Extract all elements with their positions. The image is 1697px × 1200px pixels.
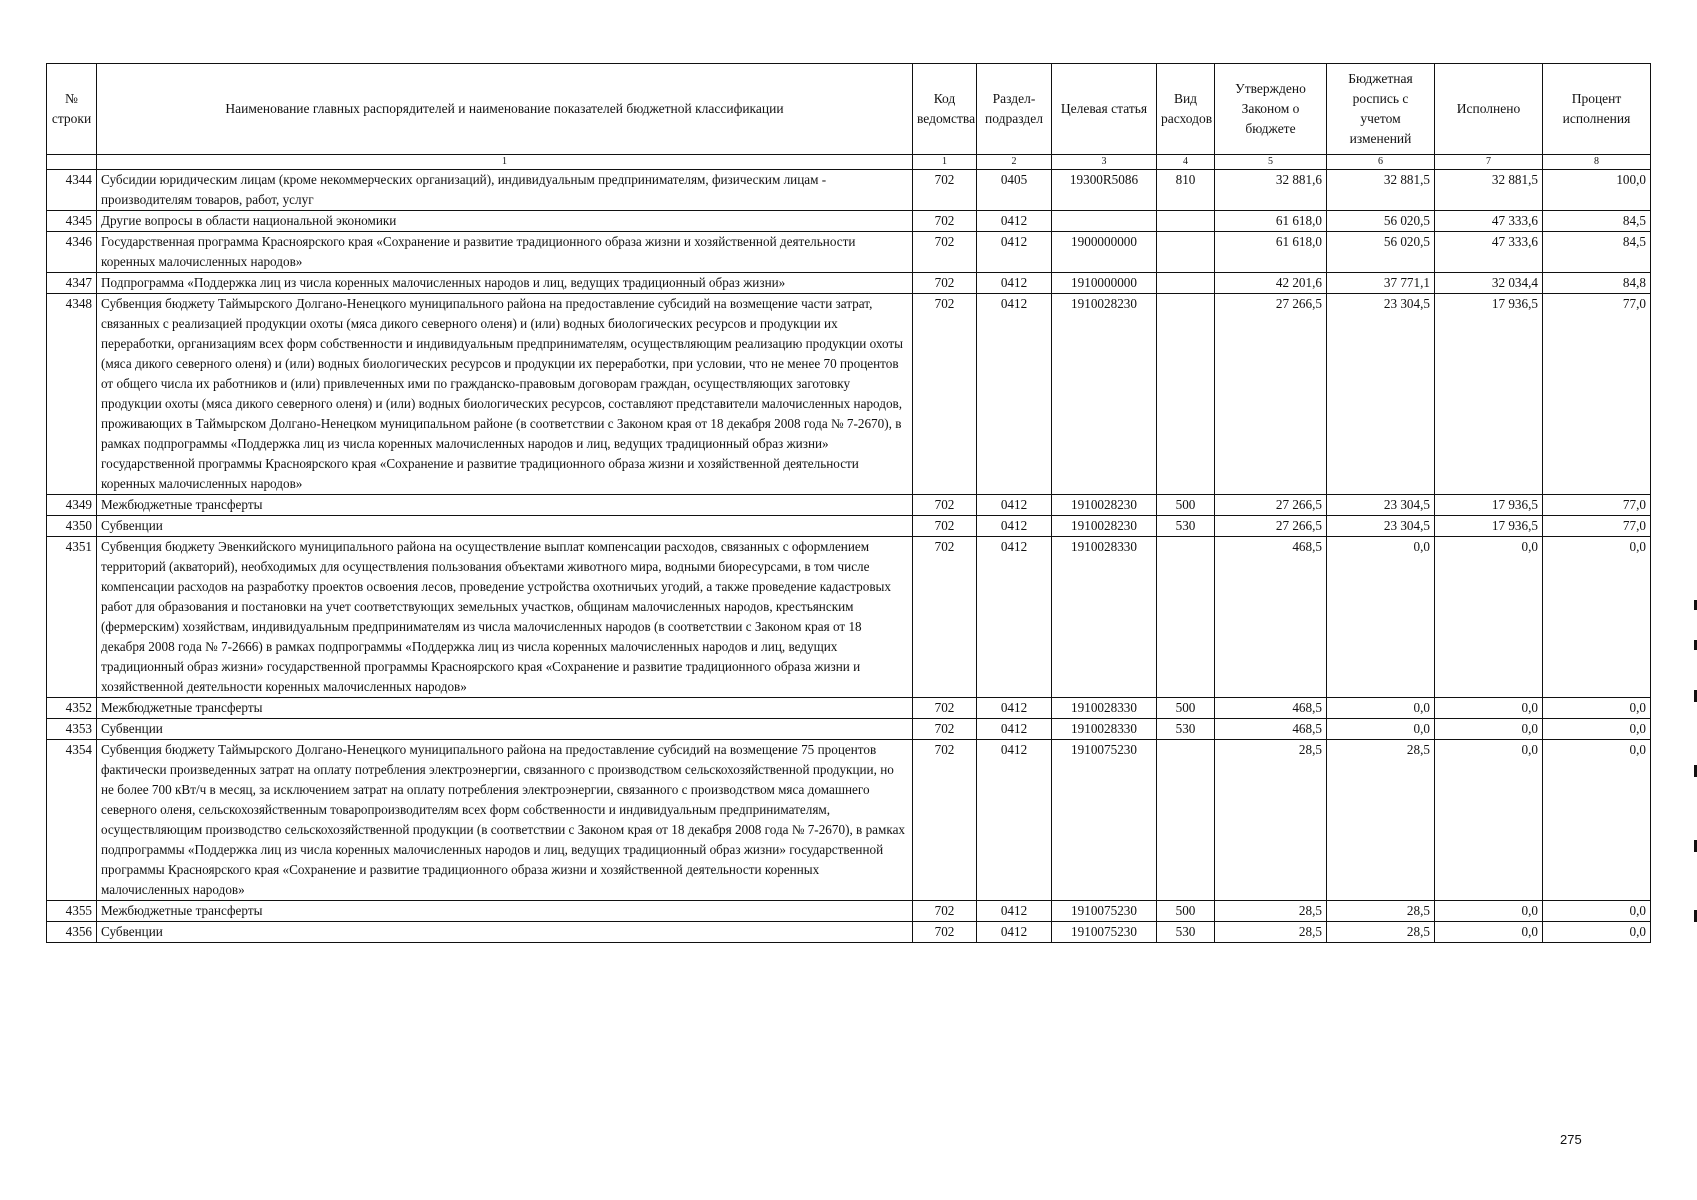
department-code: 702 <box>913 273 977 294</box>
scheduled-amount: 56 020,5 <box>1327 232 1435 273</box>
execution-percent: 84,5 <box>1543 232 1651 273</box>
row-number: 4344 <box>47 170 97 211</box>
row-number: 4350 <box>47 516 97 537</box>
approved-amount: 28,5 <box>1215 740 1327 901</box>
header-executed: Исполнено <box>1435 64 1543 155</box>
executed-amount: 0,0 <box>1435 698 1543 719</box>
execution-percent: 77,0 <box>1543 495 1651 516</box>
row-name: Субвенции <box>97 922 913 943</box>
table-row <box>47 537 1651 698</box>
row-number: 4354 <box>47 740 97 901</box>
row-number: 4351 <box>47 537 97 698</box>
scheduled-amount: 28,5 <box>1327 922 1435 943</box>
row-number: 4345 <box>47 211 97 232</box>
approved-amount: 27 266,5 <box>1215 495 1327 516</box>
column-number: 1 <box>913 155 977 170</box>
approved-amount: 468,5 <box>1215 698 1327 719</box>
section-code: 0412 <box>977 273 1052 294</box>
target-article: 1910028330 <box>1052 537 1157 698</box>
row-number: 4348 <box>47 294 97 495</box>
table-row <box>47 273 1651 294</box>
department-code: 702 <box>913 740 977 901</box>
expense-type: 500 <box>1157 495 1215 516</box>
budget-execution-table <box>46 63 1651 943</box>
expense-type <box>1157 537 1215 698</box>
execution-percent: 0,0 <box>1543 922 1651 943</box>
executed-amount: 0,0 <box>1435 537 1543 698</box>
executed-amount: 47 333,6 <box>1435 211 1543 232</box>
column-number: 6 <box>1327 155 1435 170</box>
row-name: Субвенция бюджету Эвенкийского муниципального района на осуществление выплат компенсации расходов, связанных с оформлением территорий (акваторий), необходимых для осуществления пользования объектами животного мира, водными биоресурсами, в том числе компенсации расходов на разработку проектов освоения лесов, проведение устройства охотничьих угодий, а также проведение кадастровых работ для образования и постановки на учет соответствующих земельных участков, общинам малочисленных народов, крестьянским (фермерским) хозяйствам, индивидуальным предпринимателям из числа малочисленных народов (в соответствии с Законом края от 18 декабря 2008 года № 7-2666) в рамках подпрограммы «Поддержка лиц из числа коренных малочисленных народов и лиц, ведущих традиционный образ жизни» государственной программы Красноярского края «Сохранение и развитие традиционного образа жизни и хозяйственной деятельности коренных малочисленных народов» <box>97 537 913 698</box>
approved-amount: 42 201,6 <box>1215 273 1327 294</box>
execution-percent: 84,5 <box>1543 211 1651 232</box>
scheduled-amount: 0,0 <box>1327 698 1435 719</box>
table-row <box>47 170 1651 211</box>
department-code: 702 <box>913 901 977 922</box>
target-article <box>1052 211 1157 232</box>
column-number: 2 <box>977 155 1052 170</box>
target-article: 1910075230 <box>1052 740 1157 901</box>
execution-percent: 0,0 <box>1543 901 1651 922</box>
approved-amount: 61 618,0 <box>1215 232 1327 273</box>
expense-type: 810 <box>1157 170 1215 211</box>
scheduled-amount: 23 304,5 <box>1327 294 1435 495</box>
department-code: 702 <box>913 495 977 516</box>
expense-type <box>1157 211 1215 232</box>
table-row <box>47 901 1651 922</box>
execution-percent: 77,0 <box>1543 294 1651 495</box>
approved-amount: 28,5 <box>1215 901 1327 922</box>
scheduled-amount: 32 881,5 <box>1327 170 1435 211</box>
target-article: 1910028230 <box>1052 294 1157 495</box>
section-code: 0412 <box>977 516 1052 537</box>
header-department-code: Код ведомства <box>913 64 977 155</box>
header-section: Раздел-подраздел <box>977 64 1052 155</box>
executed-amount: 0,0 <box>1435 740 1543 901</box>
section-code: 0412 <box>977 901 1052 922</box>
expense-type: 500 <box>1157 901 1215 922</box>
header-target-article: Целевая статья <box>1052 64 1157 155</box>
expense-type: 530 <box>1157 922 1215 943</box>
column-number-row <box>47 155 1651 170</box>
row-name: Межбюджетные трансферты <box>97 901 913 922</box>
department-code: 702 <box>913 294 977 495</box>
executed-amount: 17 936,5 <box>1435 495 1543 516</box>
department-code: 702 <box>913 170 977 211</box>
column-number: 4 <box>1157 155 1215 170</box>
execution-percent: 0,0 <box>1543 537 1651 698</box>
header-approved: Утверждено Законом о бюджете <box>1215 64 1327 155</box>
expense-type: 530 <box>1157 719 1215 740</box>
approved-amount: 27 266,5 <box>1215 516 1327 537</box>
scheduled-amount: 23 304,5 <box>1327 495 1435 516</box>
department-code: 702 <box>913 698 977 719</box>
section-code: 0412 <box>977 294 1052 495</box>
row-number: 4352 <box>47 698 97 719</box>
department-code: 702 <box>913 232 977 273</box>
executed-amount: 17 936,5 <box>1435 516 1543 537</box>
table-row <box>47 211 1651 232</box>
scheduled-amount: 37 771,1 <box>1327 273 1435 294</box>
table-row <box>47 232 1651 273</box>
header-budget-schedule: Бюджетная роспись с учетом изменений <box>1327 64 1435 155</box>
target-article: 1910000000 <box>1052 273 1157 294</box>
scheduled-amount: 28,5 <box>1327 740 1435 901</box>
approved-amount: 468,5 <box>1215 537 1327 698</box>
header-name: Наименование главных распорядителей и наименование показателей бюджетной классификации <box>97 64 913 155</box>
expense-type <box>1157 232 1215 273</box>
execution-percent: 84,8 <box>1543 273 1651 294</box>
scheduled-amount: 23 304,5 <box>1327 516 1435 537</box>
section-code: 0412 <box>977 537 1052 698</box>
row-number: 4356 <box>47 922 97 943</box>
target-article: 1910028230 <box>1052 495 1157 516</box>
table-row <box>47 294 1651 495</box>
approved-amount: 28,5 <box>1215 922 1327 943</box>
row-name: Другие вопросы в области национальной экономики <box>97 211 913 232</box>
expense-type: 500 <box>1157 698 1215 719</box>
section-code: 0412 <box>977 211 1052 232</box>
target-article: 19300R5086 <box>1052 170 1157 211</box>
execution-percent: 77,0 <box>1543 516 1651 537</box>
row-name: Субвенция бюджету Таймырского Долгано-Ненецкого муниципального района на предоставление субсидий на возмещение 75 процентов фактически произведенных затрат на оплату потребления электроэнергии, связанного с производством сельскохозяйственной продукции, но не более 700 кВт/ч в месяц, за исключением затрат на оплату потребления электроэнергии, связанного с производством мяса домашнего северного оленя, сельскохозяйственным товаропроизводителям всех форм собственности и индивидуальным предпринимателям, осуществляющим производство сельскохозяйственной продукции (в соответствии с Законом края от 18 декабря 2008 года № 7-2670), в рамках подпрограммы «Поддержка лиц из числа коренных малочисленных народов и лиц, ведущих традиционный образ жизни» государственной программы Красноярского края «Сохранение и развитие традиционного образа жизни и хозяйственной деятельности коренных малочисленных народов» <box>97 740 913 901</box>
execution-percent: 0,0 <box>1543 698 1651 719</box>
expense-type <box>1157 740 1215 901</box>
department-code: 702 <box>913 719 977 740</box>
approved-amount: 61 618,0 <box>1215 211 1327 232</box>
row-name: Субвенция бюджету Таймырского Долгано-Ненецкого муниципального района на предоставление субсидий на возмещение части затрат, связанных с реализацией продукции охоты (мяса дикого северного оленя) и (или) водных биологических ресурсов и продукции их переработки, организациям всех форм собственности и индивидуальным предпринимателям, осуществляющим реализацию продукции охоты (мяса дикого северного оленя) и (или) водных биологических ресурсов и продукции их переработки, при условии, что не менее 70 процентов от общего числа их работников и (или) привлеченных ими по гражданско-правовым договорам граждан, осуществляющих заготовку продукции охоты (мяса дикого северного оленя) и (или) водных биологических ресурсов, составляют представители малочисленных народов, проживающих в Таймырском Долгано-Ненецком муниципальном районе (в соответствии с Законом края от 18 декабря 2008 года № 7-2670), в рамках подпрограммы «Поддержка лиц из числа коренных малочисленных народов и лиц, ведущих традиционный образ жизни» государственной программы Красноярского края «Сохранение и развитие традиционного образа жизни и хозяйственной деятельности коренных малочисленных народов» <box>97 294 913 495</box>
header-percent: Процент исполнения <box>1543 64 1651 155</box>
column-number: 3 <box>1052 155 1157 170</box>
execution-percent: 0,0 <box>1543 740 1651 901</box>
table-row <box>47 740 1651 901</box>
column-number <box>47 155 97 170</box>
section-code: 0412 <box>977 232 1052 273</box>
row-name: Субсидии юридическим лицам (кроме некоммерческих организаций), индивидуальным предпринимателям, физическим лицам - производителям товаров, работ, услуг <box>97 170 913 211</box>
target-article: 1910028230 <box>1052 516 1157 537</box>
row-name: Подпрограмма «Поддержка лиц из числа коренных малочисленных народов и лиц, ведущих традиционный образ жизни» <box>97 273 913 294</box>
column-number: 7 <box>1435 155 1543 170</box>
target-article: 1910075230 <box>1052 922 1157 943</box>
row-number: 4349 <box>47 495 97 516</box>
expense-type: 530 <box>1157 516 1215 537</box>
column-number: 5 <box>1215 155 1327 170</box>
expense-type <box>1157 294 1215 495</box>
table-row <box>47 922 1651 943</box>
row-name: Межбюджетные трансферты <box>97 698 913 719</box>
table-row <box>47 516 1651 537</box>
expense-type <box>1157 273 1215 294</box>
column-number: 8 <box>1543 155 1651 170</box>
section-code: 0412 <box>977 495 1052 516</box>
scheduled-amount: 0,0 <box>1327 537 1435 698</box>
executed-amount: 0,0 <box>1435 719 1543 740</box>
execution-percent: 0,0 <box>1543 719 1651 740</box>
table-row <box>47 698 1651 719</box>
department-code: 702 <box>913 211 977 232</box>
section-code: 0412 <box>977 719 1052 740</box>
scheduled-amount: 28,5 <box>1327 901 1435 922</box>
row-number: 4346 <box>47 232 97 273</box>
executed-amount: 47 333,6 <box>1435 232 1543 273</box>
department-code: 702 <box>913 516 977 537</box>
table-row <box>47 719 1651 740</box>
approved-amount: 468,5 <box>1215 719 1327 740</box>
department-code: 702 <box>913 537 977 698</box>
execution-percent: 100,0 <box>1543 170 1651 211</box>
executed-amount: 0,0 <box>1435 922 1543 943</box>
section-code: 0412 <box>977 740 1052 901</box>
approved-amount: 32 881,6 <box>1215 170 1327 211</box>
executed-amount: 17 936,5 <box>1435 294 1543 495</box>
table-header-row <box>47 64 1651 155</box>
scheduled-amount: 56 020,5 <box>1327 211 1435 232</box>
executed-amount: 32 034,4 <box>1435 273 1543 294</box>
table-row <box>47 495 1651 516</box>
department-code: 702 <box>913 922 977 943</box>
row-number: 4355 <box>47 901 97 922</box>
scheduled-amount: 0,0 <box>1327 719 1435 740</box>
target-article: 1910028330 <box>1052 719 1157 740</box>
section-code: 0412 <box>977 698 1052 719</box>
section-code: 0405 <box>977 170 1052 211</box>
executed-amount: 0,0 <box>1435 901 1543 922</box>
column-number: 1 <box>97 155 913 170</box>
row-name: Субвенции <box>97 516 913 537</box>
row-number: 4347 <box>47 273 97 294</box>
target-article: 1900000000 <box>1052 232 1157 273</box>
row-name: Межбюджетные трансферты <box>97 495 913 516</box>
target-article: 1910028330 <box>1052 698 1157 719</box>
target-article: 1910075230 <box>1052 901 1157 922</box>
header-row-number: № строки <box>47 64 97 155</box>
section-code: 0412 <box>977 922 1052 943</box>
row-name: Государственная программа Красноярского края «Сохранение и развитие традиционного образа жизни и хозяйственной деятельности коренных малочисленных народов» <box>97 232 913 273</box>
approved-amount: 27 266,5 <box>1215 294 1327 495</box>
page-number: 275 <box>1560 1132 1582 1147</box>
executed-amount: 32 881,5 <box>1435 170 1543 211</box>
row-name: Субвенции <box>97 719 913 740</box>
header-expense-type: Вид расходов <box>1157 64 1215 155</box>
row-number: 4353 <box>47 719 97 740</box>
table-body <box>47 170 1651 943</box>
